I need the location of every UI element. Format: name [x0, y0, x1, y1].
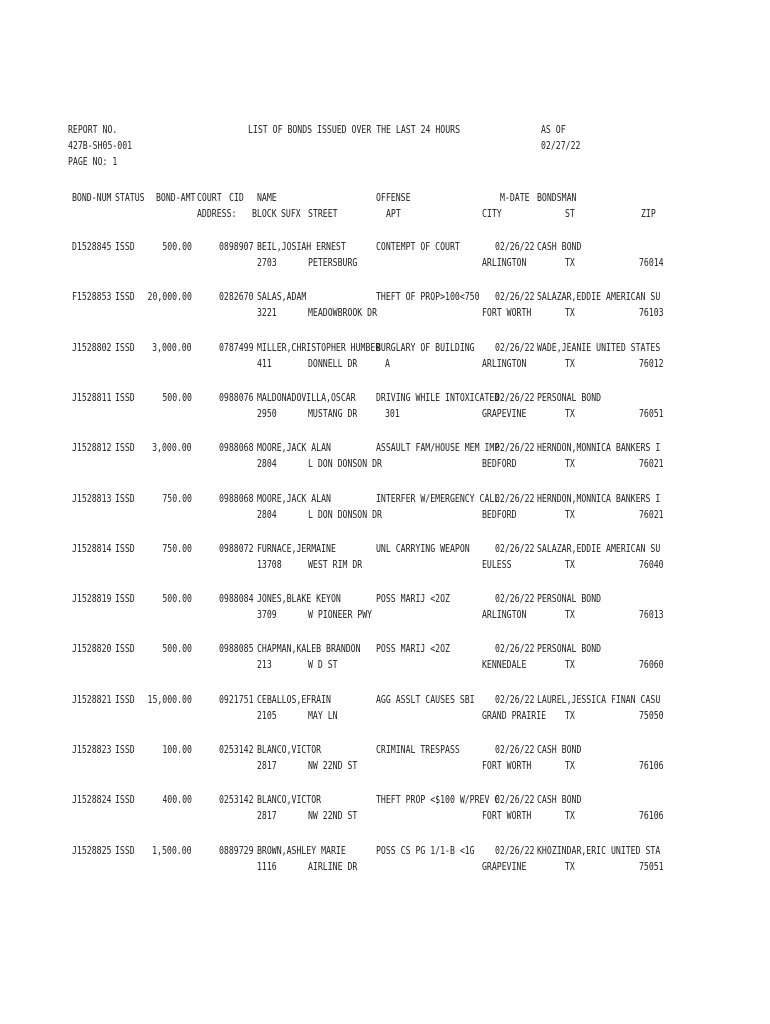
address-street: AIRLINE DR: [308, 861, 358, 873]
bond-num: J1528812: [72, 442, 112, 454]
address-block: 213: [257, 659, 272, 671]
defendant-name: BROWN,ASHLEY MARIE: [257, 845, 346, 857]
col-zip: ZIP: [641, 208, 656, 220]
address-city: GRAPEVINE: [482, 408, 527, 420]
cid: 0787499: [219, 342, 254, 354]
bondsman: CASH BOND: [537, 794, 582, 806]
defendant-name: MOORE,JACK ALAN: [257, 493, 331, 505]
m-date: 02/26/22: [495, 342, 535, 354]
cid: 0988085: [219, 643, 254, 655]
address-block: 2703: [257, 257, 277, 269]
address-state: TX: [565, 760, 575, 772]
offense: THEFT OF PROP>100<750: [376, 291, 480, 303]
address-block: 3709: [257, 609, 277, 621]
bond-num: J1528819: [72, 593, 112, 605]
m-date: 02/26/22: [495, 694, 535, 706]
cid: 0988076: [219, 392, 254, 404]
address-street: NW 22ND ST: [308, 810, 358, 822]
offense: BURGLARY OF BUILDING: [376, 342, 475, 354]
col-cid: CID: [229, 192, 244, 204]
bond-amount: 750.00: [162, 493, 192, 505]
address-street: DONNELL DR: [308, 358, 358, 370]
bond-amount: 500.00: [162, 593, 192, 605]
col-city: CITY: [482, 208, 502, 220]
bondsman: PERSONAL BOND: [537, 643, 602, 655]
bond-num: J1528811: [72, 392, 112, 404]
m-date: 02/26/22: [495, 643, 535, 655]
bond-num: J1528821: [72, 694, 112, 706]
bond-amount: 400.00: [162, 794, 192, 806]
address-street: W D ST: [308, 659, 338, 671]
bond-amount: 1,500.00: [152, 845, 192, 857]
col-status: STATUS: [115, 192, 145, 204]
address-state: TX: [565, 861, 575, 873]
address-state: TX: [565, 307, 575, 319]
address-city: BEDFORD: [482, 509, 517, 521]
defendant-name: BLANCO,VICTOR: [257, 794, 322, 806]
bond-status: ISSD: [115, 593, 135, 605]
m-date: 02/26/22: [495, 543, 535, 555]
address-city: BEDFORD: [482, 458, 517, 470]
address-city: KENNEDALE: [482, 659, 527, 671]
bond-status: ISSD: [115, 845, 135, 857]
bondsman: PERSONAL BOND: [537, 593, 602, 605]
address-city: FORT WORTH: [482, 760, 532, 772]
address-block: 2817: [257, 810, 277, 822]
cid: 0988068: [219, 493, 254, 505]
bond-amount: 3,000.00: [152, 342, 192, 354]
cid: 0253142: [219, 744, 254, 756]
bond-num: J1528813: [72, 493, 112, 505]
bond-status: ISSD: [115, 744, 135, 756]
cid: 0253142: [219, 794, 254, 806]
address-zip: 76106: [639, 760, 664, 772]
offense: CONTEMPT OF COURT: [376, 241, 460, 253]
offense: INTERFER W/EMERGENCY CALL: [376, 493, 500, 505]
address-zip: 76013: [639, 609, 664, 621]
bond-amount: 500.00: [162, 241, 192, 253]
as-of-date: 02/27/22: [541, 140, 581, 152]
address-street: MEADOWBROOK DR: [308, 307, 378, 319]
report-no-label: REPORT NO.: [68, 124, 118, 136]
bond-status: ISSD: [115, 291, 135, 303]
bond-status: ISSD: [115, 794, 135, 806]
col-address: ADDRESS:: [197, 208, 237, 220]
m-date: 02/26/22: [495, 241, 535, 253]
address-state: TX: [565, 408, 575, 420]
cid: 0988072: [219, 543, 254, 555]
bond-amount: 100.00: [162, 744, 192, 756]
bond-num: J1528824: [72, 794, 112, 806]
offense: ASSAULT FAM/HOUSE MEM IMP: [376, 442, 500, 454]
offense: POSS MARIJ <2OZ: [376, 593, 450, 605]
address-block: 2804: [257, 458, 277, 470]
bondsman: SALAZAR,EDDIE AMERICAN SU: [537, 291, 661, 303]
col-bond-amt: BOND-AMT: [156, 192, 196, 204]
bondsman: CASH BOND: [537, 744, 582, 756]
m-date: 02/26/22: [495, 291, 535, 303]
bond-status: ISSD: [115, 543, 135, 555]
offense: CRIMINAL TRESPASS: [376, 744, 460, 756]
address-zip: 76040: [639, 559, 664, 571]
bondsman: CASH BOND: [537, 241, 582, 253]
address-block: 2817: [257, 760, 277, 772]
offense: UNL CARRYING WEAPON: [376, 543, 470, 555]
address-apt: 301: [385, 408, 400, 420]
defendant-name: JONES,BLAKE KEYON: [257, 593, 341, 605]
address-block: 3221: [257, 307, 277, 319]
offense: AGG ASSLT CAUSES SBI: [376, 694, 475, 706]
bond-amount: 3,000.00: [152, 442, 192, 454]
defendant-name: CEBALLOS,EFRAIN: [257, 694, 331, 706]
address-street: L DON DONSON DR: [308, 458, 382, 470]
bond-status: ISSD: [115, 493, 135, 505]
address-street: MUSTANG DR: [308, 408, 358, 420]
col-bond-num: BOND-NUM: [72, 192, 112, 204]
address-state: TX: [565, 659, 575, 671]
bond-num: J1528814: [72, 543, 112, 555]
m-date: 02/26/22: [495, 794, 535, 806]
col-bondsman: BONDSMAN: [537, 192, 577, 204]
m-date: 02/26/22: [495, 442, 535, 454]
address-block: 2105: [257, 710, 277, 722]
bond-num: F1528853: [72, 291, 112, 303]
defendant-name: MALDONADOVILLA,OSCAR: [257, 392, 356, 404]
page-number: PAGE NO: 1: [68, 156, 118, 168]
address-zip: 76106: [639, 810, 664, 822]
bond-amount: 20,000.00: [147, 291, 192, 303]
offense: POSS CS PG 1/1-B <1G: [376, 845, 475, 857]
col-apt: APT: [386, 208, 401, 220]
address-zip: 76012: [639, 358, 664, 370]
address-city: ARLINGTON: [482, 257, 527, 269]
bond-status: ISSD: [115, 442, 135, 454]
address-street: PETERSBURG: [308, 257, 358, 269]
bondsman: HERNDON,MONNICA BANKERS I: [537, 493, 661, 505]
col-sufx: SUFX: [281, 208, 301, 220]
cid: 0988068: [219, 442, 254, 454]
as-of-label: AS OF: [541, 124, 566, 136]
cid: 0898907: [219, 241, 254, 253]
address-state: TX: [565, 358, 575, 370]
col-st: ST: [565, 208, 575, 220]
bondsman: PERSONAL BOND: [537, 392, 602, 404]
bond-amount: 500.00: [162, 643, 192, 655]
bondsman: LAUREL,JESSICA FINAN CASU: [537, 694, 661, 706]
bond-amount: 500.00: [162, 392, 192, 404]
address-state: TX: [565, 609, 575, 621]
bondsman: KHOZINDAR,ERIC UNITED STA: [537, 845, 661, 857]
address-street: MAY LN: [308, 710, 338, 722]
bond-num: J1528823: [72, 744, 112, 756]
address-zip: 76021: [639, 458, 664, 470]
address-state: TX: [565, 509, 575, 521]
bond-amount: 15,000.00: [147, 694, 192, 706]
col-m-date: M-DATE: [500, 192, 530, 204]
address-zip: 76014: [639, 257, 664, 269]
address-zip: 75051: [639, 861, 664, 873]
bond-status: ISSD: [115, 342, 135, 354]
address-state: TX: [565, 458, 575, 470]
defendant-name: BEIL,JOSIAH ERNEST: [257, 241, 346, 253]
address-city: ARLINGTON: [482, 358, 527, 370]
address-zip: 76051: [639, 408, 664, 420]
address-state: TX: [565, 810, 575, 822]
m-date: 02/26/22: [495, 744, 535, 756]
address-city: FORT WORTH: [482, 810, 532, 822]
address-street: WEST RIM DR: [308, 559, 363, 571]
col-street: STREET: [308, 208, 338, 220]
cid: 0988084: [219, 593, 254, 605]
m-date: 02/26/22: [495, 392, 535, 404]
address-block: 1116: [257, 861, 277, 873]
address-city: ARLINGTON: [482, 609, 527, 621]
bond-status: ISSD: [115, 694, 135, 706]
report-no: 427B-SH05-001: [68, 140, 133, 152]
address-street: NW 22ND ST: [308, 760, 358, 772]
address-city: EULESS: [482, 559, 512, 571]
col-offense: OFFENSE: [376, 192, 411, 204]
defendant-name: MOORE,JACK ALAN: [257, 442, 331, 454]
defendant-name: MILLER,CHRISTOPHER HUMBER: [257, 342, 381, 354]
address-street: W PIONEER PWY: [308, 609, 373, 621]
bondsman: HERNDON,MONNICA BANKERS I: [537, 442, 661, 454]
address-street: L DON DONSON DR: [308, 509, 382, 521]
col-court: COURT: [197, 192, 222, 204]
address-zip: 76060: [639, 659, 664, 671]
address-block: 2950: [257, 408, 277, 420]
m-date: 02/26/22: [495, 493, 535, 505]
defendant-name: FURNACE,JERMAINE: [257, 543, 336, 555]
bond-num: J1528820: [72, 643, 112, 655]
address-state: TX: [565, 710, 575, 722]
address-city: GRAPEVINE: [482, 861, 527, 873]
address-city: GRAND PRAIRIE: [482, 710, 547, 722]
bondsman: SALAZAR,EDDIE AMERICAN SU: [537, 543, 661, 555]
address-state: TX: [565, 257, 575, 269]
defendant-name: CHAPMAN,KALEB BRANDON: [257, 643, 361, 655]
report-title: LIST OF BONDS ISSUED OVER THE LAST 24 HOURS: [248, 124, 461, 136]
m-date: 02/26/22: [495, 593, 535, 605]
bond-status: ISSD: [115, 643, 135, 655]
offense: THEFT PROP <$100 W/PREV C: [376, 794, 500, 806]
bond-num: J1528802: [72, 342, 112, 354]
bond-status: ISSD: [115, 392, 135, 404]
bond-status: ISSD: [115, 241, 135, 253]
cid: 0889729: [219, 845, 254, 857]
cid: 0282670: [219, 291, 254, 303]
m-date: 02/26/22: [495, 845, 535, 857]
offense: POSS MARIJ <2OZ: [376, 643, 450, 655]
address-block: 411: [257, 358, 272, 370]
address-zip: 76021: [639, 509, 664, 521]
cid: 0921751: [219, 694, 254, 706]
bond-num: J1528825: [72, 845, 112, 857]
address-state: TX: [565, 559, 575, 571]
defendant-name: BLANCO,VICTOR: [257, 744, 322, 756]
bondsman: WADE,JEANIE UNITED STATES: [537, 342, 661, 354]
address-zip: 75050: [639, 710, 664, 722]
address-block: 2804: [257, 509, 277, 521]
bond-num: D1528845: [72, 241, 112, 253]
col-name: NAME: [257, 192, 277, 204]
defendant-name: SALAS,ADAM: [257, 291, 307, 303]
col-block: BLOCK: [252, 208, 277, 220]
address-city: FORT WORTH: [482, 307, 532, 319]
address-apt: A: [385, 358, 390, 370]
bond-amount: 750.00: [162, 543, 192, 555]
address-zip: 76103: [639, 307, 664, 319]
offense: DRIVING WHILE INTOXICATED: [376, 392, 500, 404]
address-block: 13708: [257, 559, 282, 571]
